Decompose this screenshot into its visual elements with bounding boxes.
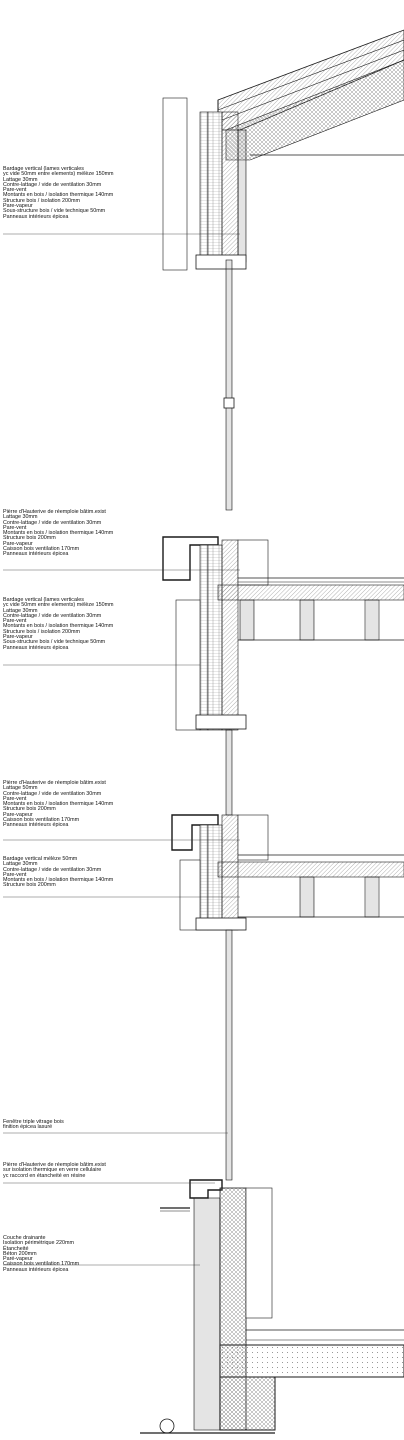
annotation-line: Pare-vapeur <box>3 540 33 547</box>
annotation-line: Sous-structure bois / vide technique 50mm <box>3 639 106 646</box>
annotation-line: yc vide 50mm entre elements) mélèze 150mm <box>3 171 114 178</box>
floor-1 <box>163 537 404 730</box>
annotation-line: Structure bois / isolation 200mm <box>3 628 81 635</box>
annotation-window <box>3 1120 64 1131</box>
annotation-line: Lattage 30mm <box>3 607 38 614</box>
annotation-line: Caisson bois ventilation 170mm <box>3 1261 80 1268</box>
annotation-line: Montants en bois / isolation thermique 140mm <box>3 877 114 884</box>
window-column-middle <box>226 730 232 815</box>
annotation-line: Bardage vertical (lames verticales <box>3 597 84 603</box>
annotation-line: Béton 200mm <box>3 1250 37 1257</box>
annotation-line: Pare-vapeur <box>3 203 33 210</box>
annotation-wall-middle <box>3 598 114 651</box>
annotation-line: Bardage vertical mélèze 50mm <box>3 856 78 862</box>
annotation-line: Lattage 30mm <box>3 514 38 521</box>
window-column-upper <box>224 260 234 510</box>
annotation-line: sur isolation thermique en verre cellulaire <box>3 1167 102 1174</box>
floor-2 <box>172 815 404 930</box>
annotation-line: Étancheité <box>3 1245 29 1252</box>
annotation-line: Pièrre d'Hauterive de réemploie bâtim.exist <box>3 509 106 515</box>
annotation-line: Contre-lattage / vide de ventilation 30mm <box>3 866 102 873</box>
drain-pipe <box>160 1419 174 1433</box>
annotation-line: Lattage 30mm <box>3 861 38 868</box>
annotation-line: Structure bois 200mm <box>3 806 56 813</box>
foundation <box>140 1180 404 1433</box>
window-column-lower <box>226 930 232 1180</box>
annotation-line: Lattage 30mm <box>3 176 38 183</box>
upper-wall <box>163 98 246 270</box>
annotation-floor-2 <box>3 781 113 829</box>
annotation-line: Pare-vapeur <box>3 811 33 818</box>
annotation-line: Contre-lattage / vide de ventilation 30mm <box>3 612 102 619</box>
annotation-line: Contre-lattage / vide de ventilation 30mm <box>3 181 102 188</box>
annotation-line: Montants en bois / isolation thermique 140mm <box>3 192 114 199</box>
annotation-line: Structure bois 200mm <box>3 535 56 542</box>
annotation-line: Panneaux intérieurs épicea <box>3 1266 69 1273</box>
annotation-line: Panneaux intérieurs épicea <box>3 822 69 829</box>
annotation-line: Couche drainante <box>3 1235 46 1241</box>
annotation-line: finition épicea lasuré <box>3 1124 53 1131</box>
annotation-line: Pare-vent <box>3 187 27 194</box>
annotation-line: Pare-vapeur <box>3 634 33 641</box>
annotation-line: Bardage vertical (lames verticales <box>3 166 84 172</box>
annotation-line: Contre-lattage / vide de ventilation 30mm <box>3 519 102 526</box>
annotation-line: Montants en bois / isolation thermique 140mm <box>3 801 114 808</box>
annotation-wall-upper <box>3 167 114 220</box>
annotation-line: Sous-structure bois / vide technique 50mm <box>3 208 106 215</box>
annotation-line: Pare-vent <box>3 795 27 802</box>
annotation-line: Caisson bois ventilation 170mm <box>3 546 80 553</box>
annotation-sill <box>3 1163 106 1179</box>
annotation-line: Pare-vent <box>3 524 27 531</box>
annotation-line: Panneaux intérieurs épicea <box>3 551 69 558</box>
annotation-line: Paré-vapeur <box>3 1256 33 1263</box>
annotation-line: Contre-lattage / vide de ventilation 30mm <box>3 790 102 797</box>
annotation-line: Montants en bois / isolation thermique 140mm <box>3 530 114 537</box>
annotation-line: Fenêtre triple vitrage bois <box>3 1119 64 1125</box>
leader-lines <box>3 234 240 1268</box>
annotation-line: Montants en bois / isolation thermique 140mm <box>3 623 114 630</box>
annotation-line: Isolation périmétrique 220mm <box>3 1240 75 1247</box>
annotation-line: Structure bois / isolation 200mm <box>3 197 81 204</box>
annotation-line: Pare-vent <box>3 871 27 878</box>
annotation-floor-1 <box>3 510 113 558</box>
annotation-line: Structure bois 200mm <box>3 882 56 889</box>
annotation-line: Pare-vent <box>3 618 27 625</box>
annotation-wall-lower <box>3 857 113 889</box>
annotation-line: yc vide 50mm entre elements) mélèze 150mm <box>3 602 114 609</box>
annotation-foundation <box>3 1236 79 1273</box>
annotation-line: Panneaux intérieurs épicea <box>3 213 69 220</box>
annotation-line: Panneaux intérieurs épicea <box>3 644 69 651</box>
annotation-line: Pièrre d'Hauterive de réemploie bâtim.exist <box>3 780 106 786</box>
annotation-line: Caisson bois ventilation 170mm <box>3 817 80 824</box>
annotation-line: Lattage 50mm <box>3 785 38 792</box>
annotation-line: Pièrre d'Hauterive de réemploie bâtim.exist <box>3 1162 106 1168</box>
annotation-line: yc raccord en étancheité en résine <box>3 1172 86 1179</box>
